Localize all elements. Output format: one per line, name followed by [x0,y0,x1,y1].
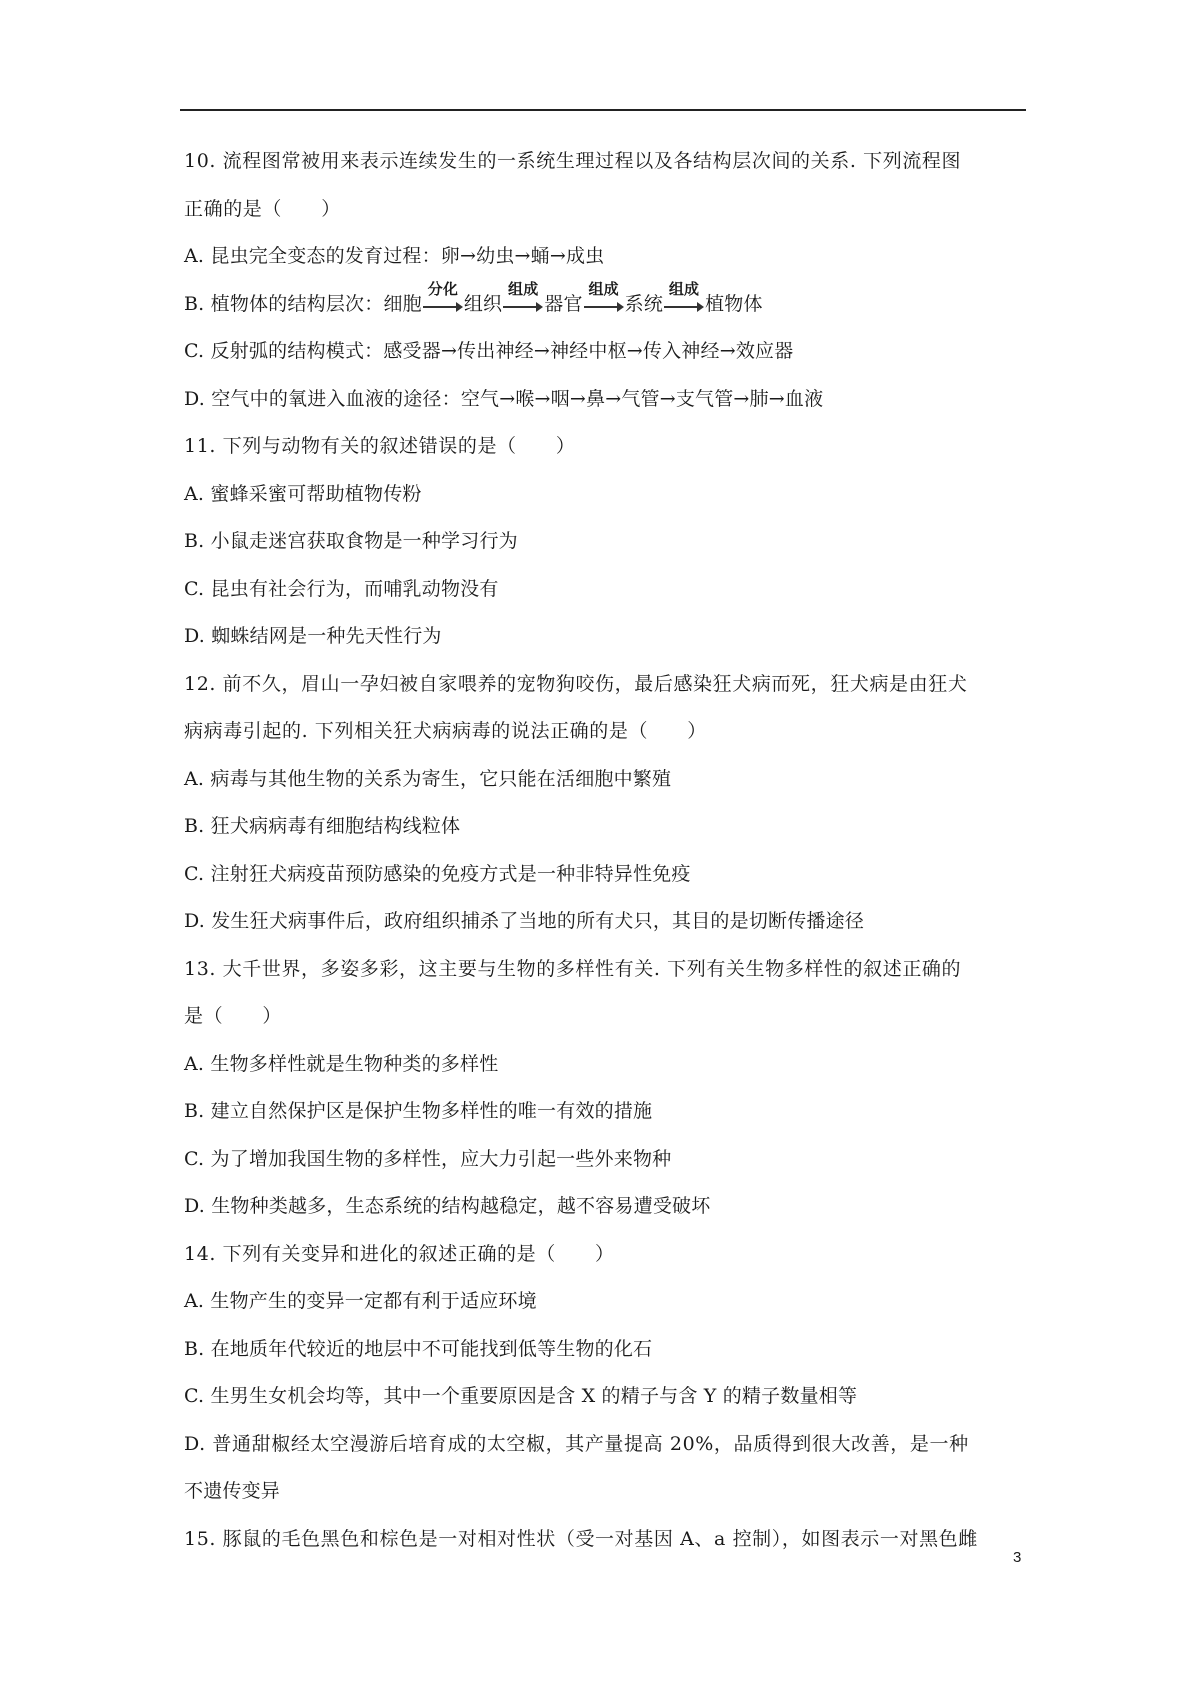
question-list [184,138,1029,1563]
q14-option-c: C. 生男生女机会均等，其中一个重要原因是含 X 的精子与含 Y 的精子数量相等 [184,1385,858,1407]
q13-stem-line1: 13. 大千世界，多姿多彩，这主要与生物的多样性有关. 下列有关生物多样性的叙述正确的 [184,957,962,980]
q15-stem-line1: 15. 豚鼠的毛色黑色和棕色是一对相对性状（受一对基因 A、a 控制），如图表示一对黑色雌 [184,1527,978,1550]
labeled-arrow-compose [503,279,543,314]
q10-option-c: C. 反射弧的结构模式：感受器→传出神经→神经中枢→传入神经→效应器 [184,340,794,362]
arrow-label: 分化 [427,279,459,298]
q11-option-d: D. 蜘蛛结网是一种先天性行为 [184,625,442,647]
q14-option-d-line1: D. 普通甜椒经太空漫游后培育成的太空椒，其产量提高 20%，品质得到很大改善，是一种 [184,1432,969,1455]
arrow-right-icon [456,302,463,312]
q13-stem-line2: 是（ ） [184,1005,283,1027]
q11-option-c: C. 昆虫有社会行为，而哺乳动物没有 [184,577,499,600]
q13-option-d: D. 生物种类越多，生态系统的结构越稳定，越不容易遭受破坏 [184,1195,711,1217]
arrow-right-icon [617,302,624,312]
page-number: 3 [1013,1549,1022,1566]
labeled-arrow-compose [584,279,624,314]
q13-option-a: A. 生物多样性就是生物种类的多样性 [184,1052,499,1075]
q10-option-a: A. 昆虫完全变态的发育过程：卵→幼虫→蛹→成虫 [184,245,605,267]
q13-option-c: C. 为了增加我国生物的多样性，应大力引起一些外来物种 [184,1147,672,1170]
labeled-arrow-compose [664,279,704,314]
level-plant: 植物体 [705,292,763,315]
q12-stem-line1: 12. 前不久，眉山一孕妇被自家喂养的宠物狗咬伤，最后感染狂犬病而死，狂犬病是由狂犬 [184,672,968,695]
q11-option-a: A. 蜜蜂采蜜可帮助植物传粉 [184,482,422,505]
arrow-label: 组成 [668,279,700,298]
header-rule [180,109,1026,111]
q12-option-a: A. 病毒与其他生物的关系为寄生，它只能在活细胞中繁殖 [184,767,672,790]
q12-option-b: B. 狂犬病病毒有细胞结构线粒体 [184,815,461,837]
level-organ: 器官 [544,292,583,315]
q10-option-b [184,281,1029,329]
arrow-right-icon [697,302,704,312]
arrow-label: 组成 [508,279,539,298]
level-tissue: 组织 [463,292,503,315]
q14-stem: 14. 下列有关变异和进化的叙述正确的是（ ） [184,1242,615,1265]
q12-option-c: C. 注射狂犬病疫苗预防感染的免疫方式是一种非特异性免疫 [184,862,691,885]
labeled-arrow-differentiate [423,279,463,314]
q10-option-d: D. 空气中的氧进入血液的途径：空气→喉→咽→鼻→气管→支气管→肺→血液 [184,387,824,410]
q10-stem-line2: 正确的是（ ） [184,197,341,220]
q12-stem-line2: 病病毒引起的. 下列相关狂犬病病毒的说法正确的是（ ） [184,720,707,742]
q14-option-d-line2: 不遗传变异 [184,1480,281,1502]
q14-option-b: B. 在地质年代较近的地层中不可能找到低等生物的化石 [184,1337,653,1360]
q11-option-b: B. 小鼠走迷宫获取食物是一种学习行为 [184,530,518,552]
q14-option-a: A. 生物产生的变异一定都有利于适应环境 [184,1290,537,1312]
level-system: 系统 [624,292,664,315]
arrow-right-icon [536,302,543,312]
arrow-label: 组成 [588,279,619,298]
q10-stem-line1: 10. 流程图常被用来表示连续发生的一系统生理过程以及各结构层次间的关系. 下列流程图 [184,150,962,172]
q10-option-b-prefix: B. 植物体的结构层次：细胞 [184,292,422,315]
q12-option-d: D. 发生狂犬病事件后，政府组织捕杀了当地的所有犬只，其目的是切断传播途径 [184,910,865,932]
q11-stem: 11. 下列与动物有关的叙述错误的是（ ） [184,435,576,457]
q13-option-b: B. 建立自然保护区是保护生物多样性的唯一有效的措施 [184,1100,653,1122]
